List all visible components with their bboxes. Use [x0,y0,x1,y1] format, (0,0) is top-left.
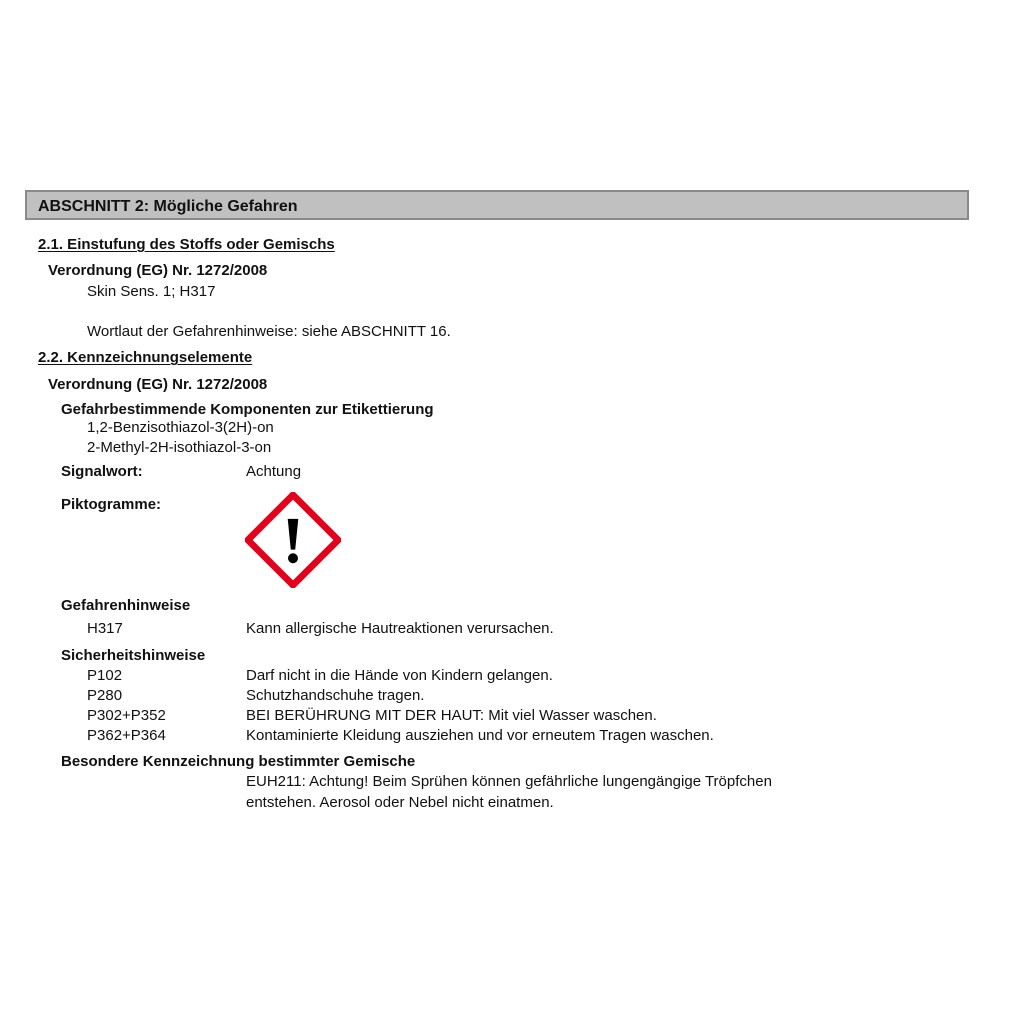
labelling-heading: 2.2. Kennzeichnungselemente [38,349,253,366]
signal-word-label: Signalwort: [61,463,143,480]
components-heading: Gefahrbestimmende Komponenten zur Etikettierung [61,401,434,418]
hazard-text: Kann allergische Hautreaktionen verursachen. [246,620,554,637]
section-header-bar [25,190,969,220]
hazard-code: H317 [87,620,123,637]
signal-word-value: Achtung [246,463,302,480]
precaution-code: P302+P352 [87,707,166,724]
labelling-regulation: Verordnung (EG) Nr. 1272/2008 [48,376,268,393]
classification-note: Wortlaut der Gefahrenhinweise: siehe ABSCHNITT 16. [87,323,451,340]
precaution-text: Darf nicht in die Hände von Kindern gelangen. [246,667,553,684]
component-item: 2-Methyl-2H-isothiazol-3-on [87,439,272,456]
classification-entry: Skin Sens. 1; H317 [87,283,216,300]
precaution-code: P102 [87,667,123,684]
pictograms-label: Piktogramme: [61,496,162,513]
special-line: EUH211: Achtung! Beim Sprühen können gefährliche lungengängige Tröpfchen [246,773,772,790]
classification-heading: 2.1. Einstufung des Stoffs oder Gemischs [38,236,335,253]
special-line: entstehen. Aerosol oder Nebel nicht einatmen. [246,794,554,811]
precaution-code: P280 [87,687,123,704]
precaution-text: Kontaminierte Kleidung ausziehen und vor erneutem Tragen waschen. [246,727,714,744]
section-title: ABSCHNITT 2: Mögliche Gefahren [38,198,298,215]
precaution-text: BEI BERÜHRUNG MIT DER HAUT: Mit viel Wasser waschen. [246,707,657,724]
classification-regulation: Verordnung (EG) Nr. 1272/2008 [48,262,268,279]
component-item: 1,2-Benzisothiazol-3(2H)-on [87,419,274,436]
precaution-code: P362+P364 [87,727,166,744]
special-heading: Besondere Kennzeichnung bestimmter Gemische [61,753,416,770]
precaution-heading: Sicherheitshinweise [61,647,206,664]
ghs07-exclamation-mark-icon [245,492,341,588]
hazard-heading: Gefahrenhinweise [61,597,191,614]
precaution-text: Schutzhandschuhe tragen. [246,687,425,704]
